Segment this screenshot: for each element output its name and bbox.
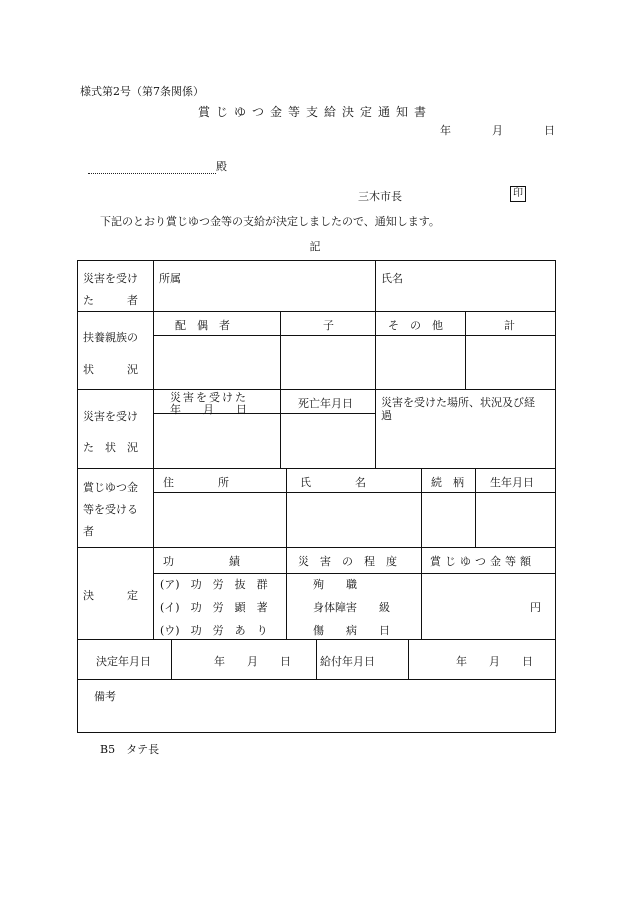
seal-mark: 印 xyxy=(510,186,526,202)
body-text: 下記のとおり賞じゆつ金等の支給が決定しましたので、通知します。 xyxy=(100,215,440,228)
row-divider xyxy=(78,389,555,390)
row-divider xyxy=(78,547,555,548)
degree-header: 災 害 の 程 度 xyxy=(298,555,397,568)
ki-label: 記 xyxy=(309,240,321,253)
issue-date-day: 日 xyxy=(544,124,555,137)
issuer: 三木市長 xyxy=(358,190,402,203)
payment-date-label: 給付年月日 xyxy=(320,655,375,668)
column-divider xyxy=(286,468,287,639)
row-divider xyxy=(78,468,555,469)
dependents-label-2: 状 況 xyxy=(83,363,138,376)
column-divider xyxy=(408,639,409,679)
column-divider xyxy=(421,547,422,639)
column-divider xyxy=(316,639,317,679)
column-divider xyxy=(171,639,172,679)
birthdate-header: 生年月日 xyxy=(490,476,534,489)
disaster-date-header: 災害を受けた xyxy=(170,391,248,404)
column-divider xyxy=(280,311,281,468)
column-divider xyxy=(375,261,376,468)
addressee-suffix: 殿 xyxy=(216,160,227,173)
recipient-label: 賞じゆつ金 xyxy=(83,481,138,494)
row-divider xyxy=(78,311,555,312)
recipient-label-3: 者 xyxy=(83,525,94,538)
addressee xyxy=(88,158,227,174)
merit-option-i: (イ) 功 労 顕 著 xyxy=(160,601,268,614)
row-divider xyxy=(153,492,555,493)
form-number: 様式第2号（第7条関係） xyxy=(80,85,204,98)
addressee-line xyxy=(88,161,216,174)
recipient-name-header: 氏 名 xyxy=(300,476,366,489)
amount-header: 賞じゆつ金等額 xyxy=(430,555,535,568)
paper-size-note: B5 タテ長 xyxy=(100,743,160,756)
relation-header: 続 柄 xyxy=(431,476,464,489)
dependents-label: 扶養親族の xyxy=(83,331,138,344)
child-header: 子 xyxy=(323,319,334,332)
degree-option-injury: 傷 病 日 xyxy=(313,624,390,637)
issue-date-year: 年 xyxy=(440,124,451,137)
column-divider xyxy=(421,468,422,547)
degree-option-disability: 身体障害 級 xyxy=(313,601,390,614)
document-title: 賞じゆつ金等支給決定通知書 xyxy=(197,105,432,119)
place-description-header: 災害を受けた場所、状況及び経 xyxy=(381,396,535,409)
situation-label-2: た 状 況 xyxy=(83,441,138,454)
yen-unit: 円 xyxy=(530,601,541,614)
column-divider xyxy=(153,261,154,639)
situation-label: 災害を受け xyxy=(83,410,138,423)
victim-label: 災害を受け xyxy=(83,272,138,285)
issue-date xyxy=(440,122,555,138)
decision-form-table xyxy=(77,260,556,733)
merit-option-u: (ウ) 功 労 あ り xyxy=(160,624,268,637)
merit-option-a: (ア) 功 労 抜 群 xyxy=(160,578,268,591)
payment-date-value: 年 月 日 xyxy=(456,655,533,668)
issue-date-month: 月 xyxy=(492,124,503,137)
column-divider xyxy=(475,468,476,547)
row-divider xyxy=(153,573,555,574)
row-divider xyxy=(153,335,555,336)
decision-label: 決 定 xyxy=(83,589,138,602)
column-divider xyxy=(465,311,466,389)
merit-header: 功 績 xyxy=(163,555,240,568)
death-date-header: 死亡年月日 xyxy=(298,397,353,410)
row-divider xyxy=(78,679,555,680)
address-header: 住 所 xyxy=(163,476,229,489)
victim-label-2: た 者 xyxy=(83,294,138,307)
remarks-label: 備考 xyxy=(94,690,116,703)
affiliation-label: 所属 xyxy=(159,272,181,285)
spouse-header: 配 偶 者 xyxy=(175,319,230,332)
recipient-label-2: 等を受ける xyxy=(83,503,138,516)
decision-date-value: 年 月 日 xyxy=(214,655,291,668)
disaster-date-header-2: 年 月 日 xyxy=(170,403,247,416)
total-header: 計 xyxy=(504,319,515,332)
place-description-header-2: 過 xyxy=(381,409,392,422)
degree-option-death: 殉 職 xyxy=(313,578,357,591)
other-header: そ の 他 xyxy=(388,319,443,332)
name-label: 氏名 xyxy=(381,272,403,285)
decision-date-label: 決定年月日 xyxy=(96,655,151,668)
